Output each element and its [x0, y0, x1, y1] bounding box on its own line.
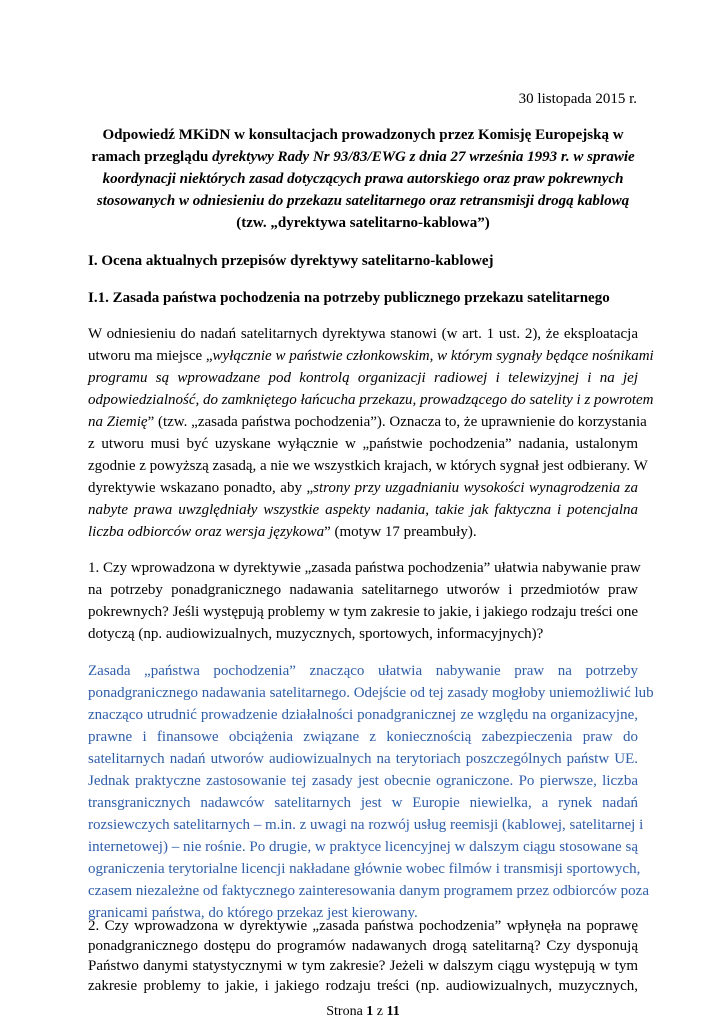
para1-line-5: [88, 411, 647, 433]
footer-separator: z: [373, 1004, 387, 1019]
q1-line-2: na potrzeby ponadgranicznego nadawania satelitarnego utworów i przedmiotów praw: [88, 582, 638, 598]
para1-line-2b: wyłącznie w państwie członkowskim, w którym sygnały będące nośnikami: [212, 348, 654, 364]
a1-line-6: Jednak praktyczne zastosowanie tej zasady jest obecnie ograniczone. Po pierwsze, liczba: [88, 773, 638, 789]
page-footer: [88, 1002, 638, 1022]
a1-line-9: internetowej) – nie rośnie. Po drugie, w praktyce licencyjnej w dalszym ciągu stosowane są: [88, 839, 638, 855]
a1-line-2: ponadgranicznego nadawania satelitarnego. Odejście od tej zasady mogłoby uniemożliwić lub: [88, 685, 654, 701]
para1-line-8b: strony przy uzgadnianiu wysokości wynagrodzenia za: [313, 480, 639, 496]
para1-line-10b: ” (motyw 17 preambuły).: [324, 524, 477, 540]
q2-line-1: 2. Czy wprowadzona w dyrektywie „zasada państwa pochodzenia” wpłynęła na poprawę: [88, 918, 638, 934]
para1-line-10a: liczba odbiorców oraz wersja językowa: [88, 524, 325, 540]
para1-line-4: odpowiedzialność, do zamkniętego łańcucha przekazu, prowadzącego do satelity i z powrotem: [88, 392, 654, 408]
footer-prefix: Strona: [326, 1004, 367, 1019]
a1-line-11: czasem niezależne od faktycznego zainteresowania danym programem przez odbiorców poza: [88, 883, 649, 899]
para1-line-6: z utworu musi być uzyskane wyłącznie w „państwie pochodzenia” nadania, ustalonym: [88, 436, 638, 452]
title-line-1: Odpowiedź MKiDN w konsultacjach prowadzonych przez Komisję Europejską w: [102, 127, 624, 143]
q1-line-3: pokrewnych? Jeśli występują problemy w tym zakresie to jakie, i jakiego rodzaju treści one: [88, 604, 638, 620]
section-heading-1: I. Ocena aktualnych przepisów dyrektywy satelitarno-kablowej: [88, 253, 494, 269]
para1-line-1: W odniesieniu do nadań satelitarnych dyrektywa stanowi (w art. 1 ust. 2), że eksploatacja: [88, 326, 638, 342]
q2-line-3: Państwo danymi statystycznymi w tym zakresie? Jeżeli w dalszym ciągu występują w tym: [88, 958, 638, 974]
title-line-2: [88, 146, 638, 168]
para1-line-7: zgodnie z powyższą zasadą, a nie we wszystkich krajach, w których sygnał jest odbierany. W: [88, 458, 648, 474]
a1-line-8: rozsiewczych satelitarnych – m.in. z uwagi na rozwój usług reemisji (kablowej, satelitarnej i: [88, 817, 644, 833]
a1-line-3: znacząco utrudnić prowadzenie działalności ponadgranicznej ze względu na organizacyjne,: [88, 707, 638, 723]
a1-line-10: ograniczenia terytorialne licencji nakładane głównie wobec filmów i transmisji sportowych,: [88, 861, 641, 877]
title-line-4: stosowanych w odniesieniu do przekazu satelitarnego oraz retransmisji drogą kablową: [96, 193, 630, 209]
footer-page-number: 1: [366, 1004, 374, 1019]
a1-line-1: Zasada „państwa pochodzenia” znacząco ułatwia nabywanie praw na potrzeby: [88, 663, 638, 679]
q1-line-1: 1. Czy wprowadzona w dyrektywie „zasada państwa pochodzenia” ułatwia nabywanie praw: [88, 560, 641, 576]
section-heading-2: I.1. Zasada państwa pochodzenia na potrzeby publicznego przekazu satelitarnego: [88, 290, 610, 306]
title-line-3: koordynacji niektórych zasad dotyczących prawa autorskiego oraz praw pokrewnych: [102, 171, 624, 187]
para1-line-8: [88, 477, 638, 499]
q2-line-4: zakresie problemy to jakie, i jakiego rodzaju treści (np. audiowizualnych, muzycznych,: [88, 978, 638, 994]
footer-total-pages: 11: [386, 1004, 400, 1019]
para1-line-5b: ” (tzw. „zasada państwa pochodzenia”). Oznacza to, że uprawnienie do korzystania: [147, 414, 647, 430]
title-line-2-regular: ramach przeglądu: [91, 149, 213, 165]
q1-line-4: dotyczą (np. audiowizualnych, muzycznych, sportowych, informacyjnych)?: [88, 626, 544, 642]
para1-line-9: nabyte prawa uwzględniały wszystkie aspekty nadania, takie jak faktyczna i potencjalna: [88, 502, 638, 518]
para1-line-8a: dyrektywie wskazano ponadto, aby „: [88, 480, 314, 496]
title-line-5: (tzw. „dyrektywa satelitarno-kablowa”): [236, 215, 490, 231]
title-line-2-italic: dyrektywy Rady Nr 93/83/EWG z dnia 27 września 1993 r. w sprawie: [212, 149, 635, 165]
para1-line-2a: utworu ma miejsce „: [88, 348, 213, 364]
a1-line-5: satelitarnych nadań utworów audiowizualnych na terytoriach poszczególnych państw UE.: [88, 751, 638, 767]
q2-line-2: ponadgranicznego dostępu do programów nadawanych drogą satelitarną? Czy dysponują: [88, 938, 638, 954]
para1-line-3: programu są wprowadzane pod kontrolą organizacji radiowej i telewizyjnej i na jej: [88, 370, 638, 386]
para1-line-10: [88, 521, 477, 543]
a1-line-12: granicami państwa, do którego przekaz jest kierowany.: [88, 905, 418, 921]
a1-line-7: transgranicznych nadawców satelitarnych jest w Europie niewielka, a rynek nadań: [88, 795, 638, 811]
a1-line-4: prawne i finansowe obciążenia związane z koniecznością zabezpieczenia praw do: [88, 729, 638, 745]
document-date: 30 listopada 2015 r.: [518, 91, 637, 107]
para1-line-2: [88, 345, 654, 367]
para1-line-5a: na Ziemię: [88, 414, 148, 430]
